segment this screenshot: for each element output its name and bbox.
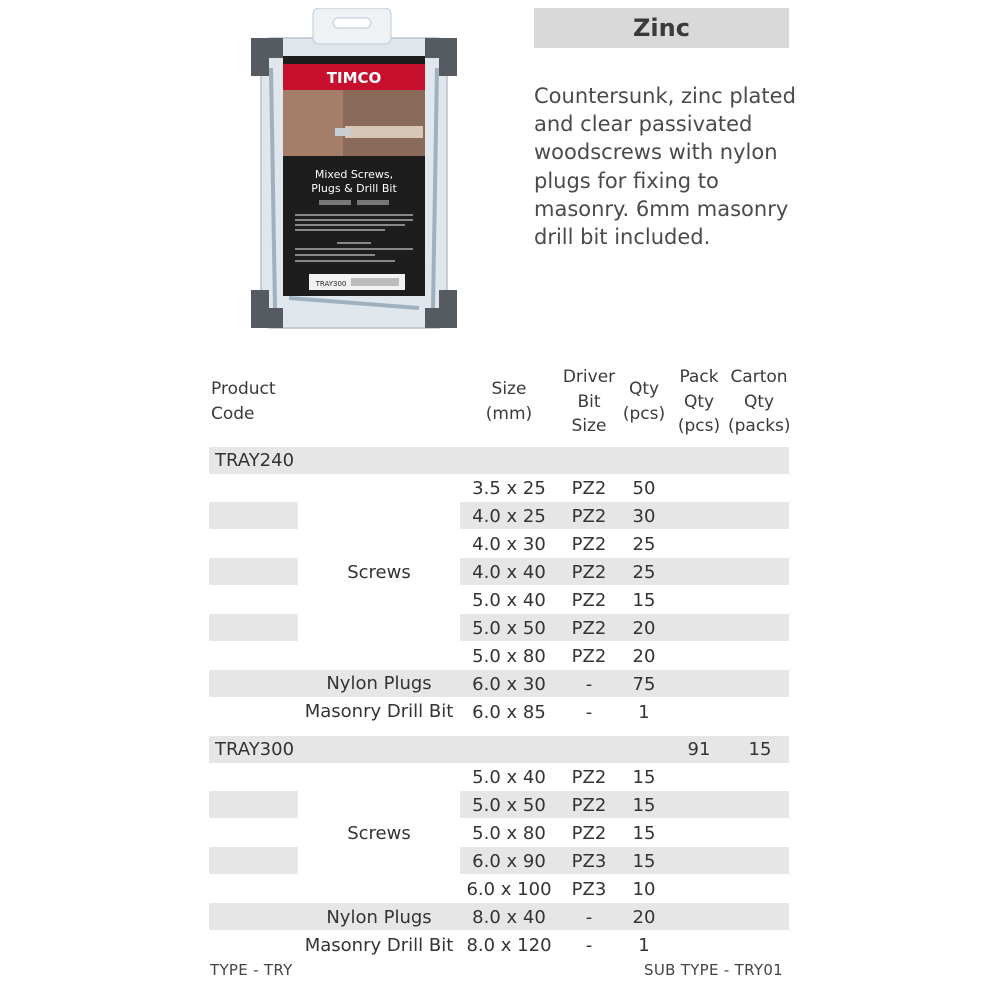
- header-product-code: Product Code: [211, 379, 276, 424]
- package-title-line2: Plugs & Drill Bit: [311, 182, 397, 195]
- pack-qty-value: 91: [687, 739, 711, 760]
- category-label: Nylon Plugs: [326, 673, 432, 694]
- header-pack-qty: Pack Qty (pcs): [677, 367, 721, 436]
- header-carton-qty: Carton Qty (packs): [728, 367, 791, 436]
- row-stripe: [209, 502, 298, 529]
- product-description: Countersunk, zinc plated and clear passivated woodscrews with nylon plugs for fixing to masonry. 6mm masonry drill bit included.: [534, 84, 796, 250]
- row-stripe: [209, 847, 298, 874]
- product-image: [249, 8, 459, 330]
- footer-sub-type: SUB TYPE - TRY01: [644, 961, 784, 979]
- brand-logo: TIMCO: [326, 69, 382, 87]
- product-code: TRAY240: [215, 450, 295, 471]
- package-label-code: TRAY300: [315, 280, 347, 288]
- category-label: Nylon Plugs: [326, 907, 432, 928]
- row-stripe: [209, 791, 298, 818]
- header-driver-bit-size: Driver Bit Size: [562, 367, 616, 436]
- group-header-stripe: [209, 447, 789, 474]
- category-label: Screws: [347, 562, 411, 583]
- carton-qty-value: 15: [748, 739, 772, 760]
- category-label: Screws: [347, 823, 411, 844]
- header-qty: Qty (pcs): [622, 379, 666, 424]
- row-stripe: [209, 614, 298, 641]
- package-title-line1: Mixed Screws,: [314, 168, 394, 181]
- category-label: Masonry Drill Bit: [304, 701, 454, 722]
- category-label: Masonry Drill Bit: [304, 935, 454, 956]
- footer-type: TYPE - TRY: [210, 961, 293, 979]
- finish-banner: Zinc: [534, 8, 789, 48]
- row-stripe: [209, 558, 298, 585]
- header-size: Size (mm): [485, 379, 533, 424]
- product-code: TRAY300: [215, 739, 295, 760]
